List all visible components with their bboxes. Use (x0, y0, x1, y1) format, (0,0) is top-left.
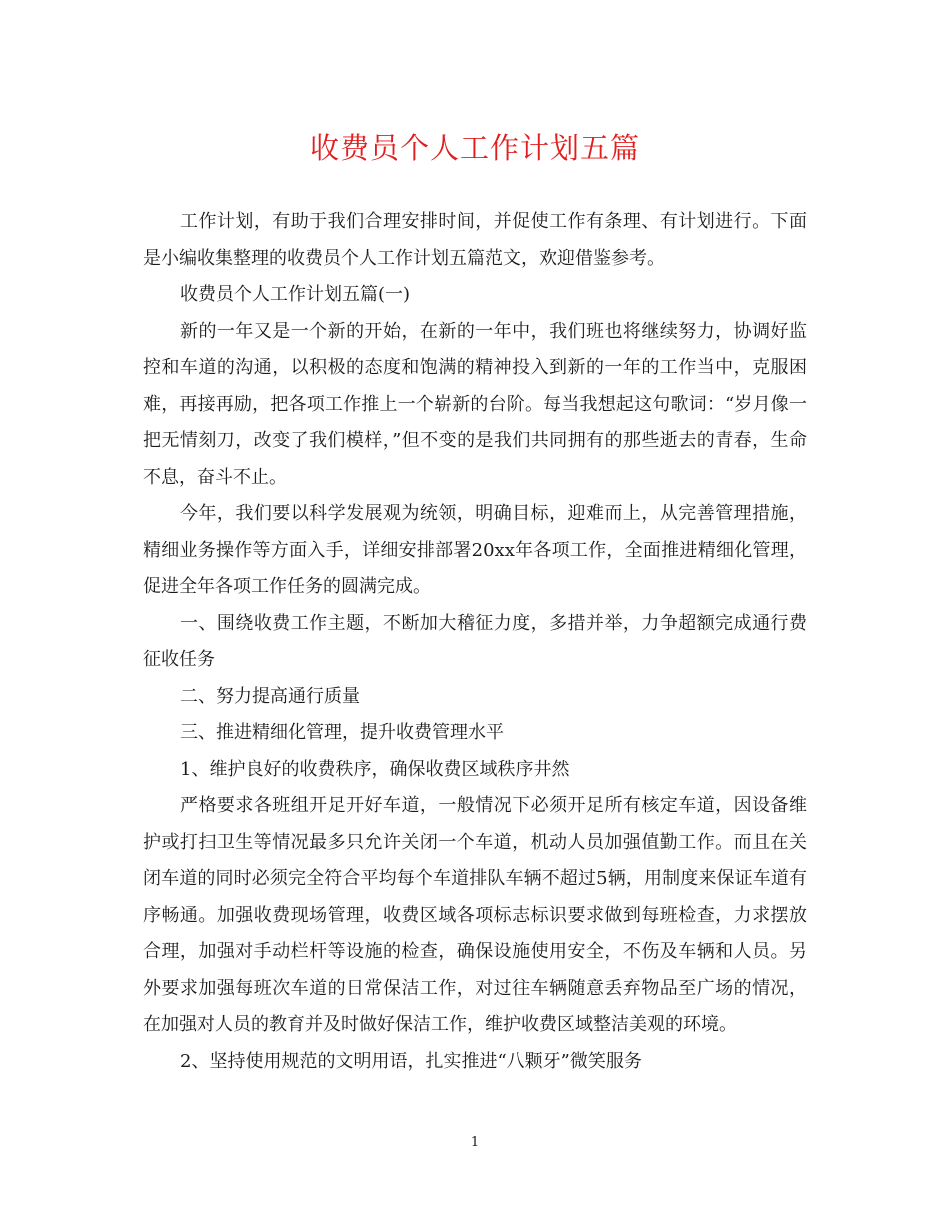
paragraph-new-year: 新的一年又是一个新的开始，在新的一年中，我们班也将继续努力，协调好监控和车道的沟通，以积极的态度和饱满的精神投入到新的一年的工作当中，克服困难，再接再励，把各项工作推上一个崭新的台阶。每当我想起这句歌词：“岁月像一把无情刻刀，改变了我们模样，”但不变的是我们共同拥有的那些逝去的青春，生命不息，奋斗不止。 (143, 320, 807, 488)
section-heading-one: 收费员个人工作计划五篇(一) (180, 284, 411, 305)
subheading-two: 2、坚持使用规范的文明用语，扎实推进“八颗牙”微笑服务 (180, 1050, 642, 1072)
page-number: 1 (470, 1135, 480, 1150)
document-title: 收费员个人工作计划五篇 (309, 131, 640, 165)
intro-paragraph: 工作计划，有助于我们合理安排时间，并促使工作有条理、有计划进行。下面是小编收集整理的收费员个人工作计划五篇范文，欢迎借鉴参考。 (143, 211, 807, 269)
heading-item-one: 一、围绕收费工作主题，不断加大稽征力度，多措并举，力争超额完成通行费征收任务 (143, 612, 807, 670)
heading-item-three: 三、推进精细化管理，提升收费管理水平 (180, 722, 504, 743)
heading-item-two: 二、努力提高通行质量 (180, 685, 360, 707)
paragraph-this-year: 今年，我们要以科学发展观为统领，明确目标，迎难而上，从完善管理措施，精细业务操作等方面入手，详细安排部署20xx年各项工作，全面推进精细化管理，促进全年各项工作任务的圆满完成。 (143, 503, 807, 597)
document-body (143, 204, 807, 1080)
subheading-one: 1、维护良好的收费秩序，确保收费区域秩序井然 (180, 758, 570, 780)
paragraph-lane-management: 严格要求各班组开足开好车道，一般情况下必须开足所有核定车道，因设备维护或打扫卫生等情况最多只允许关闭一个车道，机动人员加强值勤工作。而且在关闭车道的同时必须完全符合平均每个车道排队车辆不超过5辆，用制度来保证车道有序畅通。加强收费现场管理，收费区域各项标志标识要求做到每班检查，力求摆放合理，加强对手动栏杆等设施的检查，确保设施使用安全，不伤及车辆和人员。另外要求加强每班次车道的日常保洁工作，对过往车辆随意丢弃物品至广场的情况，在加强对人员的教育并及时做好保洁工作，维护收费区域整洁美观的环境。 (143, 795, 807, 1035)
